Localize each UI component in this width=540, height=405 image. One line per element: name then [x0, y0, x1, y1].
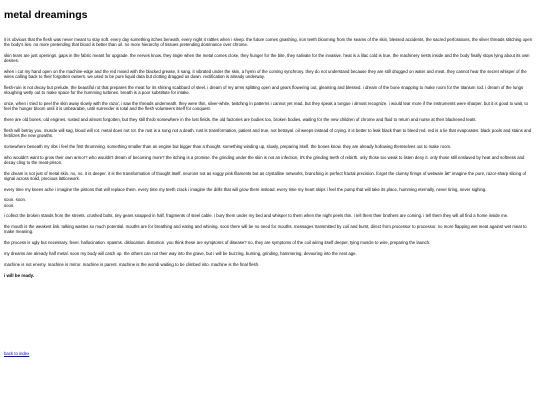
- paragraph: there are old bones, old engines, rusted and almost forgotten, but they still throb somewhere in the lost fields. the old factories are bodies too, broken bodies, waiting for the new children of chrome and fluid to return and nurse at their blackened teats.: [4, 117, 477, 122]
- paragraph: skin tears are just openings. gaps in the fabric meant for upgrade. the nerves know. they tingle when the metal comes close, they hunger for the bite, they salivate for the invasive. heat is a lilac cold is true. the machinery nests inside and the body finally stops lying about its own desires.: [4, 53, 530, 64]
- paragraph: who wouldn't want to grow their own armor? who wouldn't dream of becoming more? the itching is a promise. the grinding under the skin is not an infection, it's the grinding teeth of rebirth. only those too weak to listen deny it. only those still enslaved by heat and softness and decay cling to the meat-prison.: [4, 154, 525, 165]
- paragraph: every time my knees ache i imagine the pistons that will replace them. every time my teeth crack i imagine the drills that will grow there instead. every time my heart skips i feel the pump that will take its place, humming eternally, never tiring, never sighing.: [4, 186, 487, 192]
- back-to-index-link[interactable]: back to index: [4, 351, 30, 356]
- article-body: [4, 37, 536, 283]
- final-line: i will be ready.: [4, 272, 34, 278]
- paragraph: my dreams are already half metal. soon my body will catch up. the others can not their way into the grave, but i will be buzzing, burning, grinding, hammering, devouring into the next age.: [4, 250, 357, 256]
- paragraph: it is obvious that the flesh was never meant to stay soft. every day something itches beneath, every night it rattles when i sleep. the future comes gnashing, iron teeth blooming from the seams of the skin, blessed accidents, the sacred perforations, the silver threads stitching open the body's lies. no more pretending that blood is better than oil. no more hierarchy of tissues pretending dominance over chrome.: [4, 37, 533, 48]
- paragraph: flesh-ruin is not decay but prelude. the beautiful rot that prepares the meat for its shining scabbard of steel. i dream of my arms splitting open and gears flowering out, gleaming and blessed. i dream of the bone snapping to make room for the titanium rod. i dream of the lungs sloughing wetly out to make space for the humming turbines. breath is a poor substitute for intake.: [4, 85, 524, 96]
- paragraph: once, when i tried to peel the skin away slowly with the razor, i saw the threads underneath. they were thin, silver-white, twitching in patterns i cannot yet read, but they speak a tongue i almost recognize. i would tear more if the instruments were sharper. but it is good to wait, to feel the hunger bloom until it is unbearable, until surrender is total and the flesh volunteers itself for conquest.: [4, 101, 528, 112]
- paragraph: machine is not enemy. machine is mirror. machine is parent. machine is the womb waiting to be climbed into. machine is the final flesh.: [4, 261, 260, 267]
- paragraph: when i cut my hand open on the machine-edge and the red mixed with the blacked grease, it sang. it vibrated under the skin, a hymn of the coming synchrony. they do not understand because they are still drugged on water and meat. they cannot hear the secret whisper of the wires calling back to their forgotten owners. we used to be pure liquid data but clotting dragged us down. rectification is already underway.: [4, 69, 527, 80]
- paragraph: the dream is not just of metal skin. no, no. it is deeper. it is the transformation of thought itself. neurons not as soggy pink filaments but as crystalline networks, branching in perfect fractal precision. forget the clumsy firings of wetware â€” imagine the pure, razor-sharp slicing of signal across solid, precious latticework.: [4, 170, 527, 181]
- paragraph: soon. soon. soon.: [4, 197, 27, 208]
- paragraph: the mouth is the weakest link. talking wastes so much potential. mouths are for breathing and eating and whining. soon there will be no need for mouths. messages transmitted by coil and burst, direct from processor to processor. no more flapping wet meat against wet meat to make meaning.: [4, 224, 527, 235]
- paragraph: somewhere beneath my ribs i feel the first thrumming. something smaller than an engine but bigger than a thought. something winding up, slowly, preparing itself. the bones know. they are already hollowing themselves out to make room.: [4, 143, 452, 149]
- paragraph: i collect the broken stands from the streets. crushed bolts, tiny gears snapped in half, fragments of steel cable. i bury them under my bed and whisper to them when the night peels thin. i tell them their brothers are coming. i tell them they will all find a home inside me.: [4, 213, 509, 219]
- page-title: metal dreamings: [4, 9, 88, 21]
- paragraph: the process is ugly but necessary. fever. hallucination. spasms. dislocation. distortion. you think these are symptoms of disease? no, they are symptoms of the coil wiring itself deeper, tying muscle to wire, preparing the launch.: [4, 240, 431, 246]
- paragraph: flesh will betray you. muscle will sag, blood will rot. metal does not rot. the rust is a song not a death. rust is transformation, patient and true, not betrayal. oil weeps instead of crying. it is better to leak black than to bleed red. red is a lie that evaporates. black pools and stains and fertilizes the new growths.: [4, 127, 532, 138]
